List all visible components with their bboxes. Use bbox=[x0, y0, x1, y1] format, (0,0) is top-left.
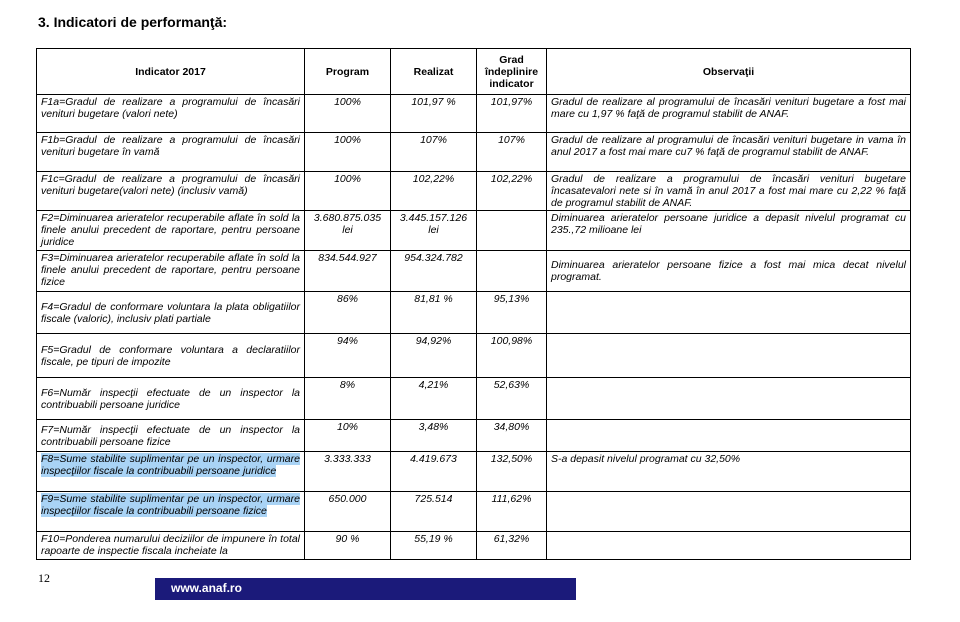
indicator-cell: F2=Diminuarea arieratelor recuperabile aflate în sold la finele anului precedent de raportare, pentru persoane juridice bbox=[37, 211, 305, 251]
program-cell: 3.333.333 bbox=[305, 452, 391, 492]
realizat-cell: 94,92% bbox=[391, 334, 477, 378]
grad-cell: 34,80% bbox=[477, 420, 547, 452]
observatii-cell: S-a depasit nivelul programat cu 32,50% bbox=[547, 452, 911, 492]
grad-cell: 95,13% bbox=[477, 292, 547, 334]
program-cell: 10% bbox=[305, 420, 391, 452]
realizat-cell: 725.514 bbox=[391, 492, 477, 532]
realizat-cell: 3,48% bbox=[391, 420, 477, 452]
realizat-cell: 3.445.157.126 lei bbox=[391, 211, 477, 251]
program-cell: 94% bbox=[305, 334, 391, 378]
observatii-cell bbox=[547, 492, 911, 532]
header-indicator: Indicator 2017 bbox=[37, 49, 305, 95]
indicator-cell: F5=Gradul de conformare voluntara a declaratiilor fiscale, pe tipuri de impozite bbox=[37, 334, 305, 378]
table-row bbox=[37, 211, 911, 251]
footer-banner bbox=[155, 578, 576, 600]
observatii-cell bbox=[547, 378, 911, 420]
realizat-cell: 4,21% bbox=[391, 378, 477, 420]
grad-cell: 101,97% bbox=[477, 95, 547, 133]
observatii-cell: Diminuarea arieratelor persoane juridice a depasit nivelul programat cu 235.,72 milioane lei bbox=[547, 211, 911, 251]
observatii-cell: Gradul de realizare a programului de încasări venituri bugetare încasatevalori nete si în vamă în anul 2017 a fost mai mare cu 2,22 % faţă de programul stabilit de ANAF. bbox=[547, 172, 911, 211]
program-cell: 100% bbox=[305, 133, 391, 172]
table-row bbox=[37, 251, 911, 292]
indicator-cell: F1c=Gradul de realizare a programului de încasări venituri bugetare(valori nete) (inclusiv vamă) bbox=[37, 172, 305, 211]
indicator-cell bbox=[37, 492, 305, 532]
indicator-cell: F1a=Gradul de realizare a programului de încasări venituri bugetare (valori nete) bbox=[37, 95, 305, 133]
program-cell: 100% bbox=[305, 172, 391, 211]
indicator-cell: F1b=Gradul de realizare a programului de încasări venituri bugetare în vamă bbox=[37, 133, 305, 172]
grad-cell: 111,62% bbox=[477, 492, 547, 532]
grad-cell: 61,32% bbox=[477, 532, 547, 560]
observatii-cell bbox=[547, 334, 911, 378]
performance-indicators-table bbox=[36, 48, 911, 560]
indicator-cell bbox=[37, 452, 305, 492]
header-program: Program bbox=[305, 49, 391, 95]
indicator-cell: F4=Gradul de conformare voluntara la plata obligatiilor fiscale (valoric), inclusiv plati partiale bbox=[37, 292, 305, 334]
table-header-row bbox=[37, 49, 911, 95]
observatii-cell bbox=[547, 532, 911, 560]
grad-cell: 107% bbox=[477, 133, 547, 172]
grad-cell: 100,98% bbox=[477, 334, 547, 378]
table-row bbox=[37, 292, 911, 334]
table-row bbox=[37, 95, 911, 133]
header-grad bbox=[477, 49, 547, 95]
realizat-cell: 4.419.673 bbox=[391, 452, 477, 492]
highlighted-indicator-text: F9=Sume stabilite suplimentar pe un inspector, urmare inspecţiilor fiscale la contribuabili persoane fizice bbox=[41, 493, 300, 517]
table-row bbox=[37, 452, 911, 492]
indicator-cell: F6=Număr inspecţii efectuate de un inspector la contribuabili persoane juridice bbox=[37, 378, 305, 420]
program-cell: 100% bbox=[305, 95, 391, 133]
realizat-cell: 954.324.782 bbox=[391, 251, 477, 292]
header-grad-line1: Grad bbox=[499, 53, 524, 66]
indicator-cell: F3=Diminuarea arieratelor recuperabile aflate în sold la finele anului precedent de raportare, pentru persoane fizice bbox=[37, 251, 305, 292]
indicator-cell: F10=Ponderea numarului deciziilor de impunere în total rapoarte de inspectie fiscala incheiate la bbox=[37, 532, 305, 560]
grad-cell bbox=[477, 251, 547, 292]
table-row bbox=[37, 492, 911, 532]
program-cell: 86% bbox=[305, 292, 391, 334]
page-number: 12 bbox=[38, 571, 50, 585]
program-cell: 650.000 bbox=[305, 492, 391, 532]
observatii-cell bbox=[547, 420, 911, 452]
observatii-cell: Gradul de realizare al programului de încasări venituri bugetare in vama în anul 2017 a fost mai mare cu7 % faţă de programul stabilit de ANAF. bbox=[547, 133, 911, 172]
header-observatii: Observaţii bbox=[547, 49, 911, 95]
section-title: 3. Indicatori de performanţă: bbox=[38, 14, 228, 30]
realizat-cell: 81,81 % bbox=[391, 292, 477, 334]
program-cell: 8% bbox=[305, 378, 391, 420]
realizat-cell: 101,97 % bbox=[391, 95, 477, 133]
table-row bbox=[37, 378, 911, 420]
indicator-cell: F7=Număr inspecţii efectuate de un inspector la contribuabili persoane fizice bbox=[37, 420, 305, 452]
program-cell: 3.680.875.035 lei bbox=[305, 211, 391, 251]
program-cell: 90 % bbox=[305, 532, 391, 560]
program-cell: 834.544.927 bbox=[305, 251, 391, 292]
table-row bbox=[37, 133, 911, 172]
highlighted-indicator-text: F8=Sume stabilite suplimentar pe un inspector, urmare inspecţiilor fiscale la contribuabili persoane juridice bbox=[41, 453, 300, 477]
header-grad-line2: îndeplinire bbox=[484, 65, 539, 78]
observatii-cell bbox=[547, 292, 911, 334]
grad-cell: 132,50% bbox=[477, 452, 547, 492]
footer-url: www.anaf.ro bbox=[171, 581, 242, 595]
observatii-cell: Diminuarea arieratelor persoane fizice a fost mai mica decat nivelul programat. bbox=[547, 251, 911, 292]
realizat-cell: 102,22% bbox=[391, 172, 477, 211]
realizat-cell: 107% bbox=[391, 133, 477, 172]
header-realizat: Realizat bbox=[391, 49, 477, 95]
grad-cell: 102,22% bbox=[477, 172, 547, 211]
table-row bbox=[37, 172, 911, 211]
table-row bbox=[37, 334, 911, 378]
observatii-cell: Gradul de realizare al programului de încasări venituri bugetare a fost mai mare cu 1,97 % faţă de programul stabilit de ANAF. bbox=[547, 95, 911, 133]
table-row bbox=[37, 420, 911, 452]
realizat-cell: 55,19 % bbox=[391, 532, 477, 560]
header-grad-line3: indicator bbox=[489, 77, 534, 90]
grad-cell: 52,63% bbox=[477, 378, 547, 420]
grad-cell bbox=[477, 211, 547, 251]
table-row bbox=[37, 532, 911, 560]
